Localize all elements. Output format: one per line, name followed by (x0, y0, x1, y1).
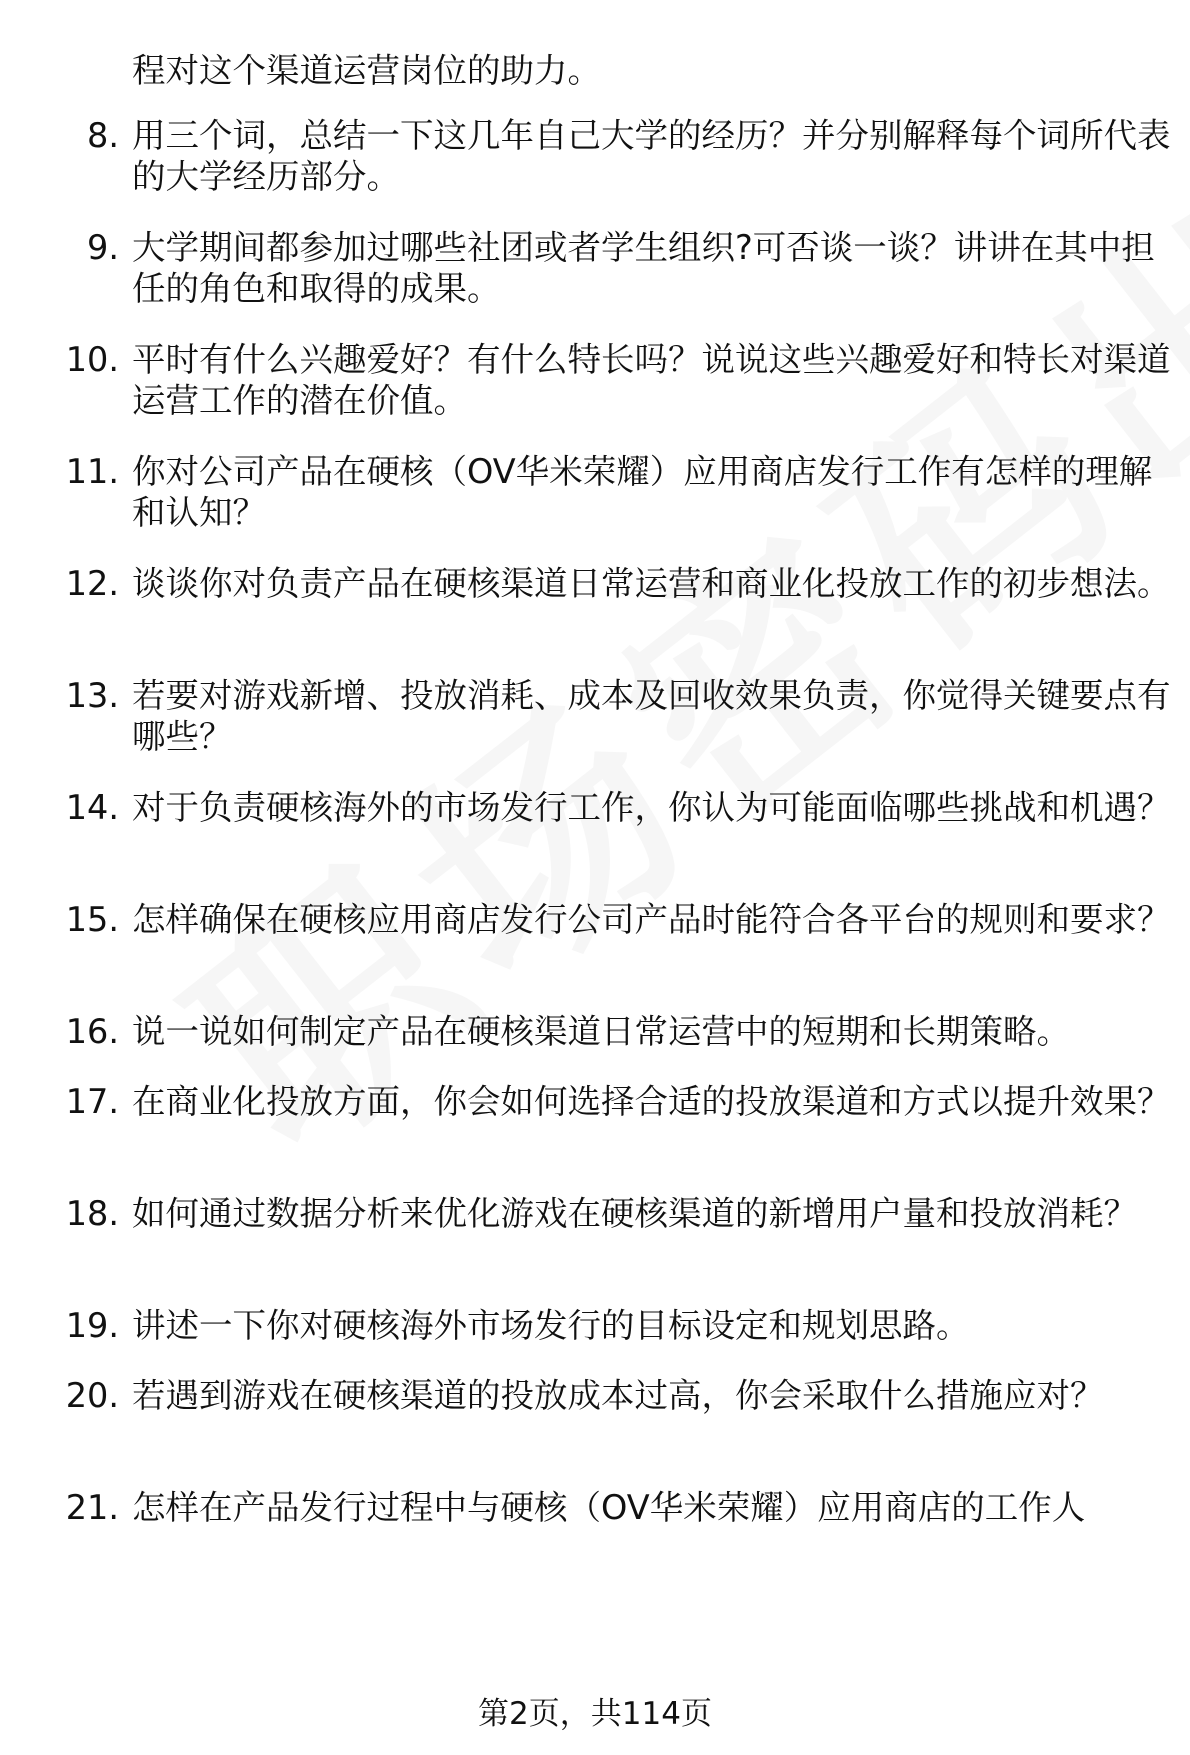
question-text: 怎样确保在硬核应用商店发行公司产品时能符合各平台的规则和要求？ (132, 900, 1171, 939)
question-text: 讲述一下你对硬核海外市场发行的目标设定和规划思路。 (132, 1306, 970, 1345)
question-number: 9. (87, 228, 119, 267)
question-number: 20. (65, 1376, 119, 1415)
question-number: 17. (65, 1082, 119, 1121)
question-number: 16. (65, 1012, 119, 1051)
question-number: 14. (65, 788, 119, 827)
question-text: 谈谈你对负责产品在硬核渠道日常运营和商业化投放工作的初步想法。 (132, 564, 1171, 603)
question-number: 19. (65, 1306, 119, 1345)
question-text: 用三个词，总结一下这几年自己大学的经历？并分别解释每个词所代表的大学经历部分。 (132, 116, 1171, 196)
question-text: 若要对游戏新增、投放消耗、成本及回收效果负责，你觉得关键要点有哪些？ (132, 676, 1171, 756)
question-number: 13. (65, 676, 119, 715)
question-number: 15. (65, 900, 119, 939)
question-text: 若遇到游戏在硬核渠道的投放成本过高，你会采取什么措施应对？ (132, 1376, 1104, 1415)
question-text: 怎样在产品发行过程中与硬核（OV华米荣耀）应用商店的工作人 (132, 1488, 1086, 1527)
question-text: 对于负责硬核海外的市场发行工作，你认为可能面临哪些挑战和机遇？ (132, 788, 1171, 827)
question-number: 8. (87, 116, 119, 155)
question-number: 11. (65, 452, 119, 491)
question-text: 平时有什么兴趣爱好？有什么特长吗？说说这些兴趣爱好和特长对渠道运营工作的潜在价值。 (132, 340, 1171, 420)
question-number: 12. (65, 564, 119, 603)
question-text: 你对公司产品在硬核（OV华米荣耀）应用商店发行工作有怎样的理解和认知？ (132, 452, 1153, 532)
question-number: 10. (65, 340, 119, 379)
page-footer: 第2页，共114页 (478, 1696, 712, 1732)
question-number: 18. (65, 1194, 119, 1233)
question-text: 大学期间都参加过哪些社团或者学生组织?可否谈一谈？讲讲在其中担任的角色和取得的成果。 (132, 228, 1155, 308)
question-text: 说一说如何制定产品在硬核渠道日常运营中的短期和长期策略。 (132, 1012, 1070, 1051)
question-text: 如何通过数据分析来优化游戏在硬核渠道的新增用户量和投放消耗？ (132, 1194, 1137, 1233)
question-number: 21. (65, 1488, 119, 1527)
continuation-text: 程对这个渠道运营岗位的助力。 (132, 51, 601, 90)
question-text: 在商业化投放方面，你会如何选择合适的投放渠道和方式以提升效果？ (132, 1082, 1171, 1121)
